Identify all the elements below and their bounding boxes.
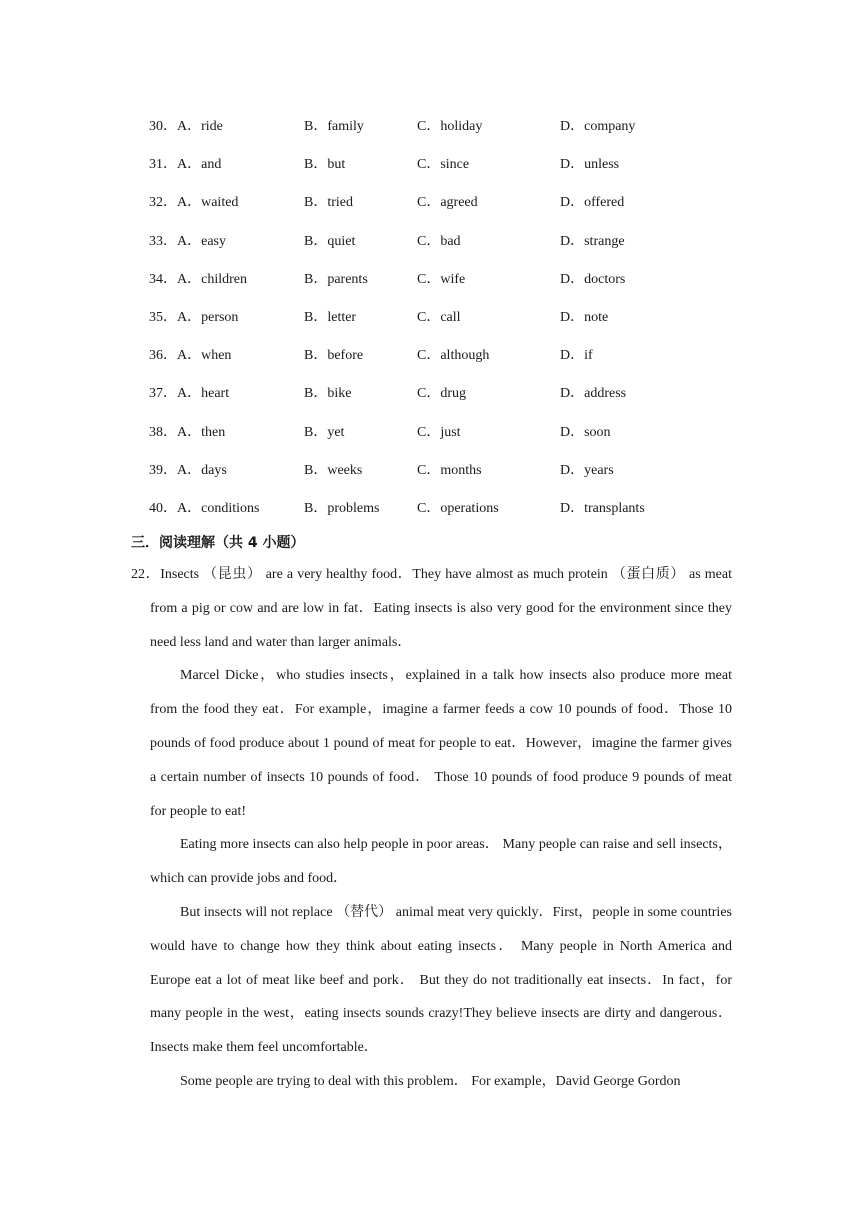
option-d-cell xyxy=(560,182,700,220)
option-c: C．since xyxy=(417,157,470,173)
option-c: C．bad xyxy=(417,233,461,249)
option-a-cell xyxy=(149,335,304,373)
option-a-cell xyxy=(149,221,304,259)
option-b: B．family xyxy=(304,119,364,135)
question-number: 33． xyxy=(149,233,177,249)
option-d: D．unless xyxy=(560,157,620,173)
option-b-cell xyxy=(304,335,417,373)
option-d-cell xyxy=(560,221,700,259)
option-d: D．note xyxy=(560,310,609,326)
option-d: D．company xyxy=(560,119,636,135)
option-b-cell xyxy=(304,412,417,450)
question-number: 32． xyxy=(149,195,177,211)
option-c-cell xyxy=(417,221,560,259)
option-c-cell xyxy=(417,335,560,373)
passage-paragraph: Eating more insects can also help people in poor areas． Many people can raise and sell insects，which can provide jobs and food． xyxy=(150,837,732,887)
option-d-cell xyxy=(560,144,700,182)
option-c-cell xyxy=(417,106,560,144)
passage-paragraph: Marcel Dicke，who studies insects，explained in a talk how insects also produce more meat from the food they eat．For example，imagine a farmer feeds a cow 10 pounds of food．Those 10 pounds of food produce about 1 pound of meat for people to eat．However，imagine the farmer gives a certain number of insects 10 pounds of food． Those 10 pounds of food produce 9 pounds of meat for people to eat! xyxy=(150,668,732,819)
question-row xyxy=(149,259,700,297)
section-title: 三．阅读理解（共 4 小题） xyxy=(131,535,305,551)
option-d: D．soon xyxy=(560,424,611,440)
question-number: 39． xyxy=(149,462,177,478)
option-d-cell xyxy=(560,488,700,526)
option-c: C．call xyxy=(417,310,461,326)
reading-passage xyxy=(131,558,732,1099)
option-b: B．problems xyxy=(304,500,380,516)
option-a: A．waited xyxy=(177,195,239,211)
option-a: A．easy xyxy=(177,233,226,249)
option-a: A．when xyxy=(177,348,232,364)
option-b: B．parents xyxy=(304,271,368,287)
option-a-cell xyxy=(149,488,304,526)
option-b-cell xyxy=(304,297,417,335)
question-number: 35． xyxy=(149,310,177,326)
option-d: D．if xyxy=(560,348,593,364)
option-c-cell xyxy=(417,182,560,220)
option-d-cell xyxy=(560,297,700,335)
option-c: C．months xyxy=(417,462,482,478)
question-row xyxy=(149,182,700,220)
question-number: 40． xyxy=(149,500,177,516)
option-c-cell xyxy=(417,144,560,182)
option-a-cell xyxy=(149,412,304,450)
option-b-cell xyxy=(304,182,417,220)
option-a-cell xyxy=(149,373,304,411)
option-d-cell xyxy=(560,412,700,450)
option-d-cell xyxy=(560,106,700,144)
option-b-cell xyxy=(304,488,417,526)
option-c-cell xyxy=(417,373,560,411)
option-a: A．ride xyxy=(177,119,223,135)
option-c: C．just xyxy=(417,424,461,440)
option-c: C．drug xyxy=(417,386,466,402)
option-a: A．then xyxy=(177,424,226,440)
option-d: D．strange xyxy=(560,233,625,249)
question-row xyxy=(149,450,700,488)
question-row xyxy=(149,335,700,373)
question-number: 36． xyxy=(149,348,177,364)
option-b-cell xyxy=(304,373,417,411)
option-c: C．holiday xyxy=(417,119,483,135)
option-a-cell xyxy=(149,450,304,488)
option-d: D．doctors xyxy=(560,271,626,287)
option-d-cell xyxy=(560,373,700,411)
question-row xyxy=(149,297,700,335)
option-c: C．operations xyxy=(417,500,499,516)
question-number: 37． xyxy=(149,386,177,402)
option-c: C．agreed xyxy=(417,195,478,211)
question-row xyxy=(149,412,700,450)
option-b: B．but xyxy=(304,157,346,173)
option-b: B．weeks xyxy=(304,462,363,478)
option-a-cell xyxy=(149,144,304,182)
option-a-cell xyxy=(149,106,304,144)
option-a-cell xyxy=(149,182,304,220)
option-c-cell xyxy=(417,450,560,488)
option-a: A．days xyxy=(177,462,227,478)
question-row xyxy=(149,106,700,144)
passage-paragraph: Some people are trying to deal with this problem． For example，David George Gordon xyxy=(180,1073,681,1089)
question-number: 34． xyxy=(149,271,177,287)
option-b: B．tried xyxy=(304,195,353,211)
question-number: 38． xyxy=(149,424,177,440)
option-c: C．although xyxy=(417,348,490,364)
option-b-cell xyxy=(304,144,417,182)
option-b: B．before xyxy=(304,348,364,364)
question-row xyxy=(149,488,700,526)
option-a-cell xyxy=(149,297,304,335)
option-b-cell xyxy=(304,259,417,297)
question-number: 30． xyxy=(149,119,177,135)
option-c-cell xyxy=(417,412,560,450)
option-b: B．letter xyxy=(304,310,357,326)
option-c-cell xyxy=(417,488,560,526)
option-d-cell xyxy=(560,335,700,373)
option-c-cell xyxy=(417,259,560,297)
option-a-cell xyxy=(149,259,304,297)
option-d: D．years xyxy=(560,462,614,478)
option-b: B．quiet xyxy=(304,233,356,249)
option-c: C．wife xyxy=(417,271,466,287)
option-d: D．transplants xyxy=(560,500,645,516)
question-row xyxy=(149,373,700,411)
option-a: A．children xyxy=(177,271,247,287)
option-a: A．conditions xyxy=(177,500,260,516)
passage-paragraph: 22．Insects （昆虫） are a very healthy food．They have almost as much protein （蛋白质） as meat from a pig or cow and are low in fat．Eating insects is also very good for the environment since they need less land and water than larger animals． xyxy=(131,567,732,650)
question-row xyxy=(149,144,700,182)
option-a: A．person xyxy=(177,310,239,326)
option-b-cell xyxy=(304,221,417,259)
option-a: A．and xyxy=(177,157,222,173)
option-d: D．offered xyxy=(560,195,625,211)
passage-paragraph: But insects will not replace （替代） animal meat very quickly．First，people in some countries would have to change how they think about eating insects． Many people in North America and Europe eat a lot of meat like beef and pork． But they do not traditionally eat insects．In fact，for many people in the west，eating insects sounds crazy!They believe insects are dirty and dangerous． Insects make them feel uncomfortable． xyxy=(150,904,732,1056)
option-c-cell xyxy=(417,297,560,335)
option-a: A．heart xyxy=(177,386,230,402)
question-row xyxy=(149,221,700,259)
option-b: B．bike xyxy=(304,386,352,402)
option-b-cell xyxy=(304,106,417,144)
option-b: B．yet xyxy=(304,424,345,440)
option-d-cell xyxy=(560,450,700,488)
question-number: 31． xyxy=(149,157,177,173)
option-d: D．address xyxy=(560,386,627,402)
option-b-cell xyxy=(304,450,417,488)
option-d-cell xyxy=(560,259,700,297)
options-table xyxy=(149,106,700,526)
